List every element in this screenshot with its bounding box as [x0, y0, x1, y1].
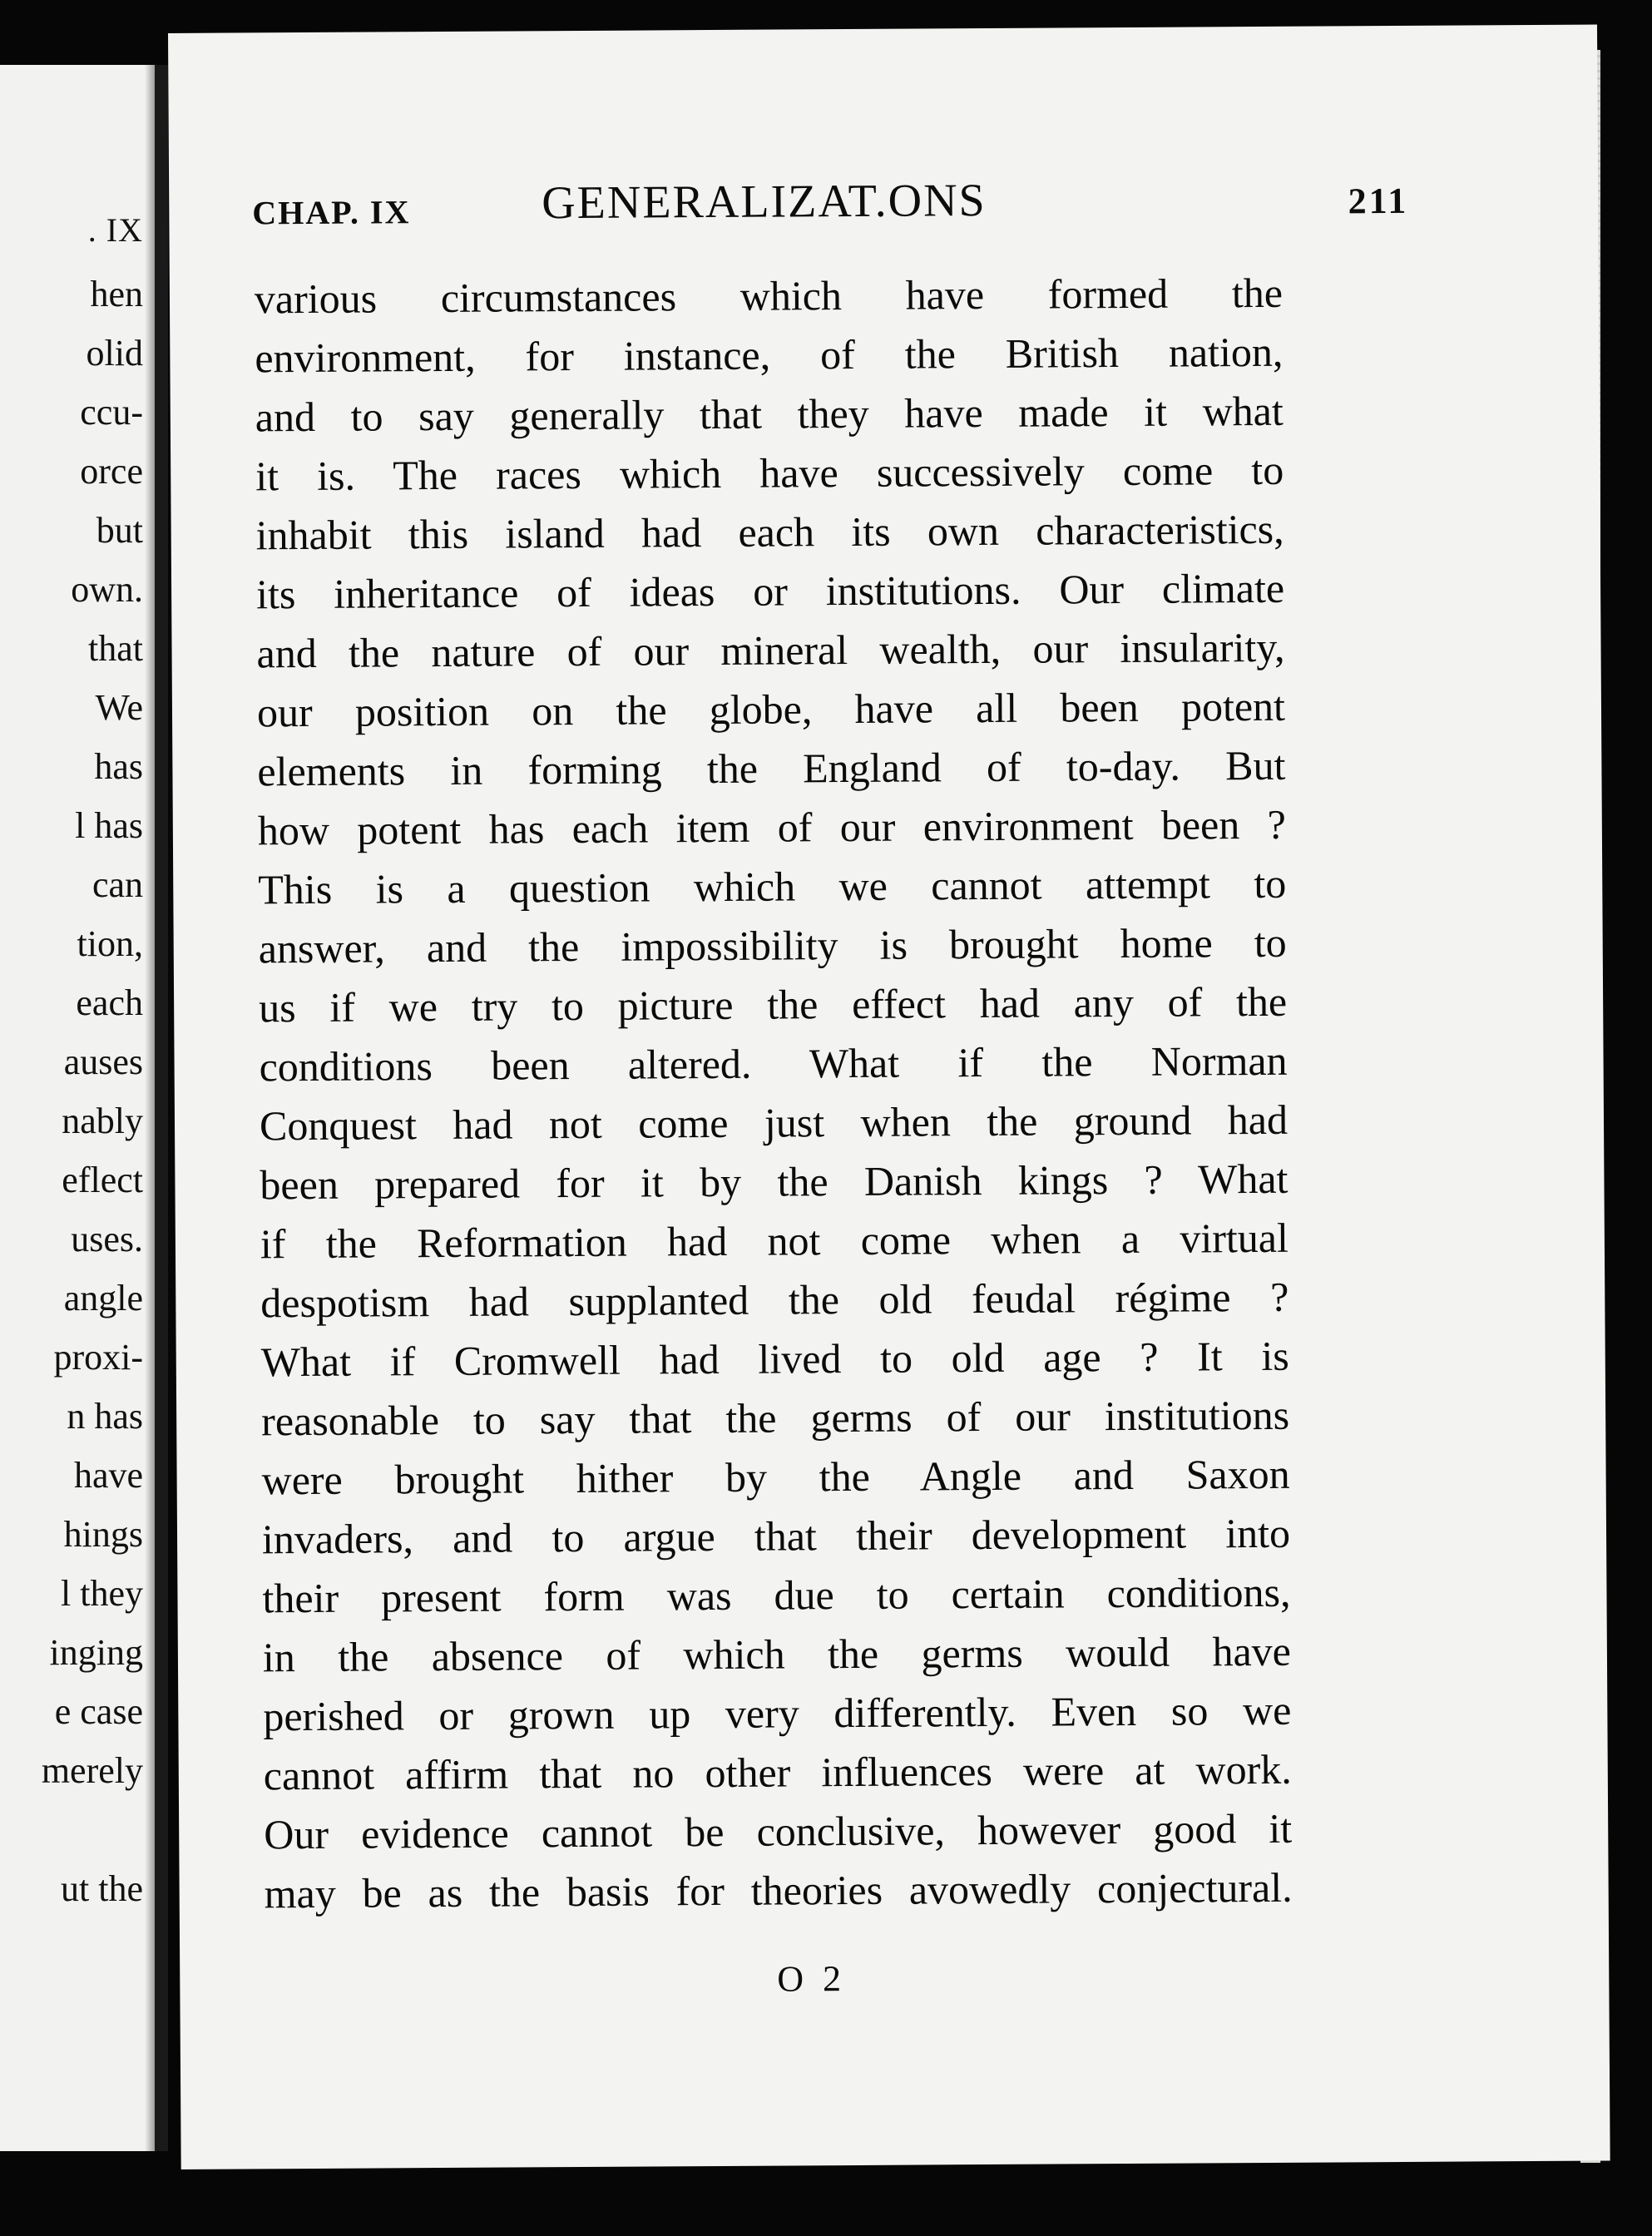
left-line: We [95, 687, 143, 728]
text-line: despotism had supplanted the old feudal régime ? [260, 1273, 1289, 1327]
book-spine [155, 65, 168, 2151]
left-line: ccu- [80, 392, 143, 433]
left-line: hen [90, 274, 143, 314]
text-line: inhabit this island had each its own characteristics, [255, 505, 1284, 559]
text-line: answer, and the impossibility is brought home to [258, 918, 1287, 972]
text-line: reasonable to say that the germs of our institutions [261, 1391, 1290, 1445]
text-line: in the absence of which the germs would have [262, 1627, 1292, 1681]
text-line: Conquest had not come just when the ground had [259, 1096, 1288, 1150]
left-line: has [94, 746, 143, 787]
text-line: may be as the basis for theories avowedly conjectural. [264, 1863, 1293, 1917]
text-line: its inheritance of ideas or institutions. Our climate [255, 564, 1285, 618]
text-line: their present form was due to certain conditions, [262, 1568, 1291, 1622]
left-line: olid [86, 333, 143, 373]
left-line: proxi- [53, 1337, 143, 1378]
left-line: but [96, 510, 143, 551]
text-line: our position on the globe, have all been potent [256, 682, 1286, 736]
gutter-shadow [145, 65, 155, 2151]
left-line: hings [63, 1514, 143, 1555]
text-line: This is a question which we cannot attempt to [258, 859, 1287, 913]
signature-mark: O 2 [777, 1958, 847, 2000]
left-line: auses [63, 1041, 143, 1082]
left-line: tion, [77, 923, 143, 964]
left-line: uses. [71, 1219, 143, 1259]
left-line: nably [62, 1101, 143, 1141]
text-line: perished or grown up very differently. Even so we [263, 1686, 1292, 1740]
text-line: various circumstances which have formed the [254, 269, 1284, 323]
left-line: inging [49, 1632, 143, 1673]
text-line: Our evidence cannot be conclusive, however good it [264, 1804, 1293, 1858]
left-line: ut the [61, 1868, 143, 1909]
left-line: can [92, 864, 143, 905]
left-line: l they [61, 1573, 143, 1614]
text-line: been prepared for it by the Danish kings ? What [260, 1155, 1288, 1209]
text-line: how potent has each item of our environment been ? [257, 800, 1287, 854]
text-line: cannot affirm that no other influences were at work. [263, 1745, 1292, 1799]
book-page [168, 25, 1610, 2169]
left-line: eflect [62, 1160, 143, 1200]
text-line: What if Cromwell had lived to old age ? It is [260, 1332, 1289, 1386]
text-line: invaders, and to argue that their development into [261, 1509, 1291, 1563]
left-line: each [76, 982, 143, 1023]
left-line: own. [71, 569, 143, 610]
text-line: were brought hither by the Angle and Saxon [261, 1450, 1290, 1504]
text-line: environment, for instance, of the British nation, [255, 328, 1284, 382]
left-line: l has [75, 805, 143, 846]
chapter-label: CHAP. IX [252, 193, 411, 232]
body-text [255, 264, 1293, 1924]
left-line: merely [41, 1750, 143, 1791]
left-line: n has [67, 1396, 143, 1437]
left-facing-page [0, 65, 155, 2151]
page-number: 211 [1348, 180, 1409, 222]
left-line: that [88, 628, 143, 669]
left-line: angle [63, 1278, 143, 1318]
text-line: if the Reformation had not come when a virtual [260, 1214, 1289, 1268]
text-line: it is. The races which have successively come to [255, 446, 1284, 500]
left-line: have [73, 1455, 143, 1496]
text-line: elements in forming the England of to-day. But [257, 741, 1286, 795]
text-line: us if we try to picture the effect had any of the [258, 977, 1288, 1031]
text-line: and the nature of our mineral wealth, our insularity, [256, 623, 1285, 677]
running-title: GENERALIZAT.ONS [542, 174, 987, 230]
running-header [252, 171, 1408, 245]
text-line: conditions been altered. What if the Norman [259, 1036, 1288, 1091]
left-page-header: . IX [87, 211, 143, 249]
left-line: e case [54, 1691, 143, 1732]
left-line [42, 1800, 143, 1859]
left-page-line-endings [42, 265, 143, 1918]
left-line: orce [80, 451, 143, 492]
text-line: and to say generally that they have made it what [255, 387, 1284, 441]
